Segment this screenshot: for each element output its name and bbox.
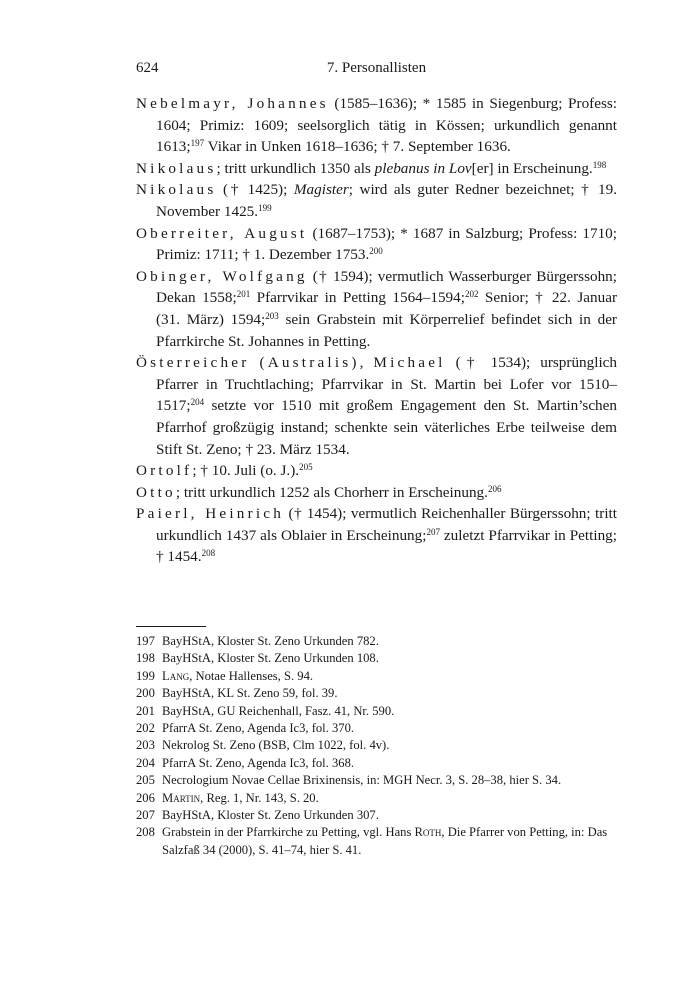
entry-name: Oberreiter, August bbox=[136, 224, 308, 242]
list-entry bbox=[136, 179, 617, 222]
footnote-text: BayHStA, Kloster St. Zeno Urkunden 782. bbox=[162, 634, 379, 648]
entry-text: (1585–1636); * 1585 in Siegenburg; Profess: 1604; Primiz: 1609; seelsorglich tätig in Kössen; urkundlich genannt 1613; bbox=[156, 95, 617, 156]
footnote bbox=[136, 737, 617, 754]
footnote bbox=[136, 824, 617, 859]
footnote-number: 206 bbox=[136, 790, 155, 805]
footnote-text: Nekrolog St. Zeno (BSB, Clm 1022, fol. 4v). bbox=[162, 738, 390, 753]
entry-text: Pfarrvikar in Petting 1564–1594; bbox=[250, 289, 465, 307]
entry-text: zuletzt Pfarrvikar in Petting; † 1454. bbox=[156, 526, 617, 566]
entry-latin-name: (Australis) bbox=[259, 354, 360, 372]
footnote-ref: 197 bbox=[190, 138, 205, 149]
entry-text: († 1534); ursprünglich Pfarrer in Truchtlaching; Pfarrvikar in St. Martin bei Lofer vor 1510–1517; bbox=[156, 354, 618, 415]
list-entry bbox=[136, 158, 617, 180]
footnote-text: PfarrA St. Zeno, Agenda Ic3, fol. 370. bbox=[162, 721, 355, 736]
footnote bbox=[136, 685, 617, 702]
footnote bbox=[136, 633, 617, 650]
footnote-ref: 201 bbox=[236, 289, 251, 300]
entry-text: sein Grabstein mit Körperrelief befindet sich in der Pfarrkirche St. Johannes in Petting. bbox=[156, 310, 617, 350]
entry-text: setzte vor 1510 mit großem Engagement den St. Martin’schen Pfarrhof großzügig instand; schenkte sein väterliches Erbe teilweise dem Stift St. Zeno; † 23. März 1534. bbox=[156, 397, 617, 458]
list-entry bbox=[136, 460, 617, 482]
entry-text: († 1425); bbox=[216, 181, 294, 199]
name-separator: , bbox=[359, 354, 374, 372]
list-entry bbox=[136, 223, 617, 266]
footnote-ref: 204 bbox=[190, 397, 205, 408]
list-entry bbox=[136, 482, 617, 504]
footnote bbox=[136, 668, 617, 685]
running-head: 7. Personallisten bbox=[326, 60, 427, 76]
footnote-number: 204 bbox=[136, 755, 155, 770]
author-name: Roth bbox=[414, 825, 442, 840]
page-number: 624 bbox=[136, 60, 159, 76]
footnote-text: BayHStA, KL St. Zeno 59, fol. 39. bbox=[162, 686, 338, 701]
entry-text: († 1454); vermutlich Reichenhaller Bürgerssohn; tritt urkundlich 1437 als Oblaier in Erscheinung; bbox=[156, 505, 617, 544]
footnote bbox=[136, 650, 617, 667]
footnote bbox=[136, 790, 617, 807]
citation-text: , Notae Hallenses, S. 94. bbox=[189, 668, 314, 683]
citation-text: , Die Pfarrer von Petting, in: Das Salzfaß 34 (2000), S. 41–74, hier S. 41. bbox=[162, 825, 608, 857]
list-entry bbox=[136, 93, 617, 158]
footnote-ref: 206 bbox=[487, 483, 502, 494]
entry-text: († 1594); vermutlich Wasserburger Bürgerssohn; Dekan 1558; bbox=[156, 267, 617, 307]
footnote-number: 203 bbox=[136, 738, 155, 753]
entry-text: (1687–1753); * 1687 in Salzburg; Profess: 1710; Primiz: 1711; † 1. Dezember 1753. bbox=[156, 224, 617, 264]
entry-text: ; wird als guter Redner bezeichnet; † 19. November 1425. bbox=[156, 181, 617, 220]
list-entry bbox=[136, 352, 617, 460]
entry-given-name: Michael bbox=[373, 354, 446, 372]
entry-text: ; † 10. Juli (o. J.). bbox=[192, 462, 300, 480]
author-name: Martin bbox=[162, 790, 201, 805]
footnote-ref: 205 bbox=[299, 462, 313, 473]
footnote-ref: 207 bbox=[426, 526, 440, 537]
entry-name: Nebelmayr, Johannes bbox=[136, 95, 329, 112]
footnote-text: PfarrA St. Zeno, Agenda Ic3, fol. 368. bbox=[162, 755, 355, 770]
footnote bbox=[136, 703, 617, 720]
footnote-ref: 200 bbox=[369, 246, 383, 257]
footnote bbox=[136, 772, 617, 789]
footnote-text: BayHStA, GU Reichenhall, Fasz. 41, Nr. 590. bbox=[162, 703, 395, 718]
citation-text: Grabstein in der Pfarrkirche zu Petting, vgl. Hans bbox=[162, 825, 415, 840]
author-name: Lang bbox=[162, 668, 190, 683]
citation-text: , Reg. 1, Nr. 143, S. 20. bbox=[200, 790, 319, 805]
person-list bbox=[136, 93, 617, 568]
entry-name: Paierl, Heinrich bbox=[136, 505, 284, 523]
entry-text: [er] in Erscheinung. bbox=[471, 159, 593, 177]
footnote-ref: 198 bbox=[592, 159, 607, 170]
footnote-number: 207 bbox=[136, 808, 155, 823]
footnote bbox=[136, 720, 617, 737]
footnote-number: 208 bbox=[136, 825, 155, 840]
footnote-number: 202 bbox=[136, 721, 155, 736]
entry-text: ; tritt urkundlich 1350 als bbox=[216, 159, 375, 177]
footnote-ref: 199 bbox=[258, 202, 272, 213]
footnote-text bbox=[162, 824, 617, 859]
entry-text-italic: Magister bbox=[293, 181, 349, 199]
entry-text: Vikar in Unken 1618–1636; † 7. September 1636. bbox=[207, 138, 511, 156]
footnote-text: BayHStA, Kloster St. Zeno Urkunden 108. bbox=[162, 651, 379, 666]
footnote-ref: 202 bbox=[464, 289, 479, 300]
footnote-ref: 203 bbox=[265, 310, 279, 321]
footnote-text bbox=[162, 790, 617, 807]
entry-text: ; tritt urkundlich 1252 als Chorherr in Erscheinung. bbox=[175, 483, 488, 501]
entry-surname: Österreicher bbox=[136, 354, 250, 372]
entry-name: Nikolaus bbox=[136, 159, 217, 177]
footnote-number: 198 bbox=[136, 651, 155, 666]
list-entry bbox=[136, 503, 617, 568]
footnote-divider bbox=[136, 626, 206, 627]
entry-name: Nikolaus bbox=[136, 181, 217, 199]
footnote-text: BayHStA, Kloster St. Zeno Urkunden 307. bbox=[162, 808, 379, 823]
footnote-text: Necrologium Novae Cellae Brixinensis, in: MGH Necr. 3, S. 28–38, hier S. 34. bbox=[162, 773, 562, 788]
footnote bbox=[136, 807, 617, 824]
footnote-text bbox=[162, 668, 617, 685]
name-separator bbox=[249, 354, 259, 371]
footnote-number: 197 bbox=[136, 634, 155, 648]
list-entry bbox=[136, 266, 617, 352]
entry-text: Senior; † 22. Januar (31. März) 1594; bbox=[156, 289, 618, 328]
footnote bbox=[136, 755, 617, 772]
entry-name: Ortolf bbox=[136, 462, 193, 480]
entry-name: Otto bbox=[136, 483, 176, 501]
footnotes bbox=[136, 633, 617, 859]
footnote-number: 199 bbox=[136, 668, 155, 683]
footnote-ref: 208 bbox=[201, 548, 216, 559]
entry-name: Obinger, Wolfgang bbox=[136, 267, 308, 285]
footnote-number: 205 bbox=[136, 773, 155, 788]
entry-text-italic: plebanus in Lov bbox=[374, 159, 472, 177]
page-header bbox=[136, 60, 617, 80]
footnote-number: 201 bbox=[136, 703, 155, 718]
footnote-number: 200 bbox=[136, 686, 155, 701]
